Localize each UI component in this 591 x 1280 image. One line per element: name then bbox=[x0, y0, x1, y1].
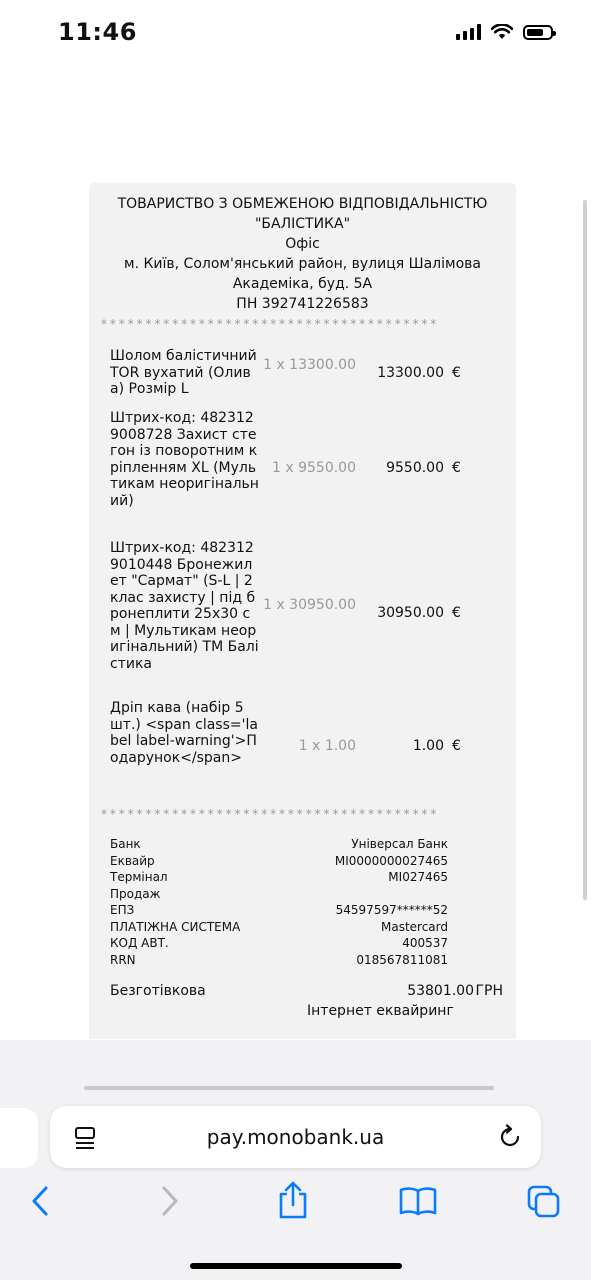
total-amount: 53801.00 bbox=[407, 983, 474, 999]
share-icon[interactable] bbox=[276, 1180, 310, 1220]
status-time: 11:46 bbox=[58, 18, 137, 46]
wifi-icon bbox=[491, 24, 513, 40]
list-item bbox=[110, 540, 510, 690]
status-icons bbox=[456, 24, 553, 40]
item-name: Штрих-код: 4823129010448 Бронежилет "Сармат" (S-L | 2 клас захисту | під бронеплити 25х30 см | Мультикам неоригінальний) ТМ Балістика bbox=[110, 540, 259, 672]
forward-chevron-icon[interactable] bbox=[156, 1182, 182, 1220]
item-name: Дріп кава (набір 5 шт.) <span class='label label-warning'>Подарунок</span> bbox=[110, 700, 258, 766]
item-sum: 9550.00 bbox=[386, 460, 444, 476]
list-item bbox=[110, 700, 510, 784]
payment-row: ПЛАТІЖНА СИСТЕМА Mastercard bbox=[110, 919, 448, 934]
item-currency: € bbox=[452, 605, 461, 621]
payment-row: Термінал MI027465 bbox=[110, 870, 448, 884]
item-sum: 13300.00 bbox=[377, 365, 444, 381]
tabs-icon[interactable] bbox=[526, 1184, 562, 1220]
company-name-line2: "БАЛІСТИКА" bbox=[254, 216, 351, 232]
item-currency: € bbox=[452, 460, 461, 476]
address-bar[interactable] bbox=[50, 1106, 541, 1168]
payment-row: КОД АВТ. 400537 bbox=[110, 936, 448, 950]
total-currency: ГРН bbox=[475, 983, 503, 999]
list-item bbox=[110, 348, 510, 400]
total-label: Безготівкова bbox=[110, 983, 206, 999]
battery-icon bbox=[523, 25, 553, 40]
previous-tab-preview[interactable] bbox=[0, 1108, 38, 1168]
reload-icon[interactable] bbox=[497, 1124, 523, 1150]
address-line1: м. Київ, Солом'янський район, вулиця Шалімова bbox=[124, 256, 481, 272]
status-bar bbox=[0, 0, 591, 70]
item-name: Шолом балістичний TOR вухатий (Олива) Розмір L bbox=[110, 348, 257, 397]
item-name: Штрих-код: 4823129008728 Захист стегон із поворотним кріпленням XL (Мультикам неоригінальний) bbox=[110, 410, 259, 509]
separator: ************************************** bbox=[101, 807, 440, 821]
browser-toolbar bbox=[0, 1040, 591, 1280]
payment-row: Банк Універсал Банк bbox=[110, 837, 448, 851]
url-text[interactable]: pay.monobank.ua bbox=[206, 1125, 385, 1149]
item-qty: 1 x 13300.00 bbox=[263, 357, 356, 373]
scrollbar[interactable] bbox=[583, 200, 587, 900]
address-line2: Академіка, буд. 5А bbox=[232, 276, 373, 292]
item-sum: 30950.00 bbox=[377, 605, 444, 621]
payment-method: Інтернет еквайринг bbox=[307, 1003, 454, 1019]
office-label: Офіс bbox=[285, 236, 320, 252]
book-icon[interactable] bbox=[398, 1185, 438, 1217]
separator: ************************************** bbox=[101, 317, 440, 331]
tab-bar-handle[interactable] bbox=[84, 1086, 494, 1090]
company-name-line1: ТОВАРИСТВО З ОБМЕЖЕНОЮ ВІДПОВІДАЛЬНІСТЮ bbox=[117, 196, 488, 212]
item-currency: € bbox=[452, 365, 461, 381]
item-qty: 1 x 9550.00 bbox=[272, 460, 356, 476]
receipt bbox=[89, 183, 516, 1039]
receipt-header bbox=[89, 194, 516, 314]
back-chevron-icon[interactable] bbox=[28, 1182, 54, 1220]
item-qty: 1 x 30950.00 bbox=[263, 597, 356, 613]
home-indicator[interactable] bbox=[190, 1263, 402, 1269]
payment-row: Продаж bbox=[110, 886, 161, 901]
item-sum: 1.00 bbox=[412, 738, 444, 754]
payment-row: RRN 018567811081 bbox=[110, 952, 448, 967]
item-qty: 1 x 1.00 bbox=[298, 738, 356, 754]
list-item bbox=[110, 410, 510, 526]
payment-row: ЕПЗ 54597597******52 bbox=[110, 903, 448, 917]
tax-id: ПН 392741226583 bbox=[236, 296, 369, 312]
payment-row: Еквайр MI0000000027465 bbox=[110, 853, 448, 868]
cellular-signal-icon bbox=[456, 24, 481, 40]
item-currency: € bbox=[452, 738, 461, 754]
